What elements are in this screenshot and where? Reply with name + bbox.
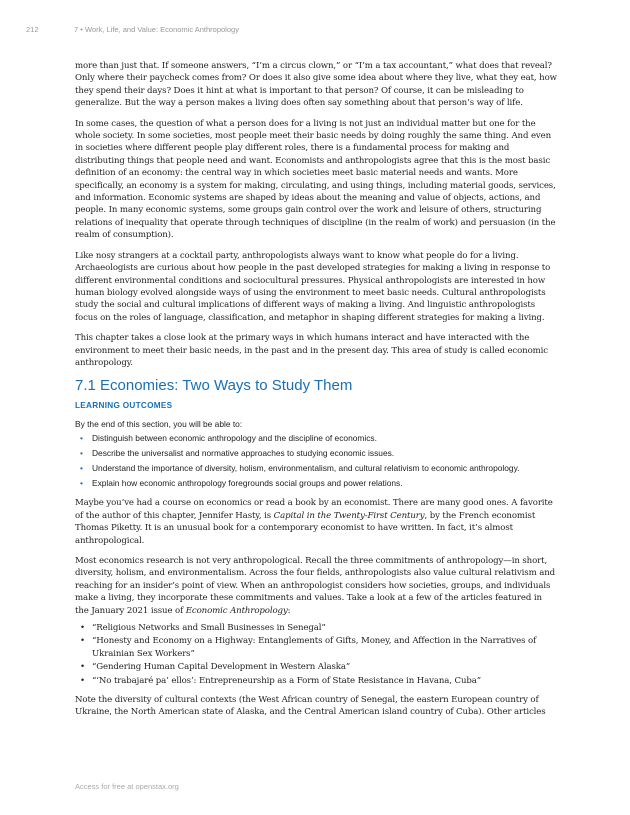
page-number: 212 bbox=[26, 25, 39, 34]
learning-outcomes-heading: LEARNING OUTCOMES bbox=[75, 401, 173, 411]
article-title: “Gendering Human Capital Development in Western Alaska” bbox=[92, 662, 351, 673]
bullet-icon: • bbox=[80, 623, 85, 633]
list-item bbox=[75, 477, 558, 489]
section-title: 7.1 Economies: Two Ways to Study Them bbox=[75, 377, 353, 395]
paragraph: In some cases, the question of what a person does for a living is not just an individual matter but one for the whole society. In some societies, most people meet their basic needs by doing roughly the same thing. And even in societies where different people play different roles, there is a fundamental process for making and distributing things that people need and want. Economists and anthropologists agree that this is the most basic definition of an economy: the central way in which societies meet basic material needs and wants. More specifically, an economy is a system for making, circulating, and using things, including material goods, services, and information. Economic systems are shaped by ideas about the meaning and value of objects, actions, and people. In many economic systems, some groups gain control over the work and leisure of others, structuring relations of inequality that operate through techniques of discipline (in the realm of work) and persuasion (in the realm of consumption). bbox=[75, 118, 556, 241]
journal-title: Economic Anthropology bbox=[185, 605, 288, 616]
chapter-title: 7 • Work, Life, and Value: Economic Anthropology bbox=[74, 25, 239, 34]
bullet-icon: • bbox=[80, 662, 85, 673]
paragraph-text: , by the French economist Thomas Piketty. It is an unusual book for a contemporary economist to have written. In fact, it’s almost anthropological. bbox=[75, 510, 536, 546]
list-item bbox=[75, 661, 558, 673]
bullet-icon: • bbox=[80, 478, 83, 489]
learning-outcomes-list bbox=[75, 432, 558, 489]
list-item bbox=[75, 675, 558, 687]
outcome-text: Explain how economic anthropology foregrounds social groups and power relations. bbox=[92, 478, 403, 489]
list-item bbox=[75, 432, 558, 444]
paragraph: Note the diversity of cultural contexts (the West African country of Senegal, the eastern European country of Ukraine, the North American state of Alaska, and the Central American island country of Cuba). Other articles bbox=[75, 695, 546, 718]
page-footer: Access for free at openstax.org bbox=[75, 782, 179, 791]
paragraph-text: Maybe you’ve had a course on economics or read a book by an economist. There are many good ones. A favorite of the author of this chapter, Jennifer Hasty, is bbox=[75, 498, 553, 521]
paragraph-text: : bbox=[287, 605, 291, 616]
paragraph bbox=[75, 555, 558, 617]
paragraph: Like nosy strangers at a cocktail party, anthropologists always want to know what people do for a living. Archaeologists are curious about how people in the past developed strategies for making a living in response to different environmental conditions and sociocultural pressures. Physical anthropologists are interested in how human biology evolved alongside ways of using the environment to meet basic needs. Cultural anthropologists study the social and cultural implications of different ways of making a living. And linguistic anthropologists focus on the roles of language, classification, and metaphor in shaping different strategies for making a living. bbox=[75, 250, 551, 323]
running-header bbox=[26, 25, 239, 34]
bullet-icon: • bbox=[80, 463, 83, 474]
paragraph: more than just that. If someone answers, “I’m a circus clown,” or “I’m a tax accountant,” what does that reveal? Only where their paycheck comes from? Or does it also give some idea about where they live, what they eat, how they spend their days? Does it hint at what is important to that person? Of course, it can be misleading to generalize. But the way a person makes a living does often say something about that person’s way of life. bbox=[75, 61, 557, 109]
bullet-icon: • bbox=[80, 675, 85, 686]
article-list bbox=[75, 622, 558, 687]
article-title: “‘No trabajaré pa’ ellos’: Entrepreneurship as a Form of State Resistance in Havana, Cuba” bbox=[92, 675, 482, 686]
bullet-icon: • bbox=[80, 636, 85, 647]
bullet-icon: • bbox=[80, 448, 83, 459]
bullet-icon: • bbox=[80, 433, 83, 444]
paragraph: This chapter takes a close look at the primary ways in which humans interact and have interacted with the environment to meet their basic needs, in the past and in the present day. This area of study is called economic anthropology. bbox=[75, 333, 548, 368]
list-item bbox=[75, 622, 558, 634]
article-title: “Honesty and Economy on a Highway: Entanglements of Gifts, Money, and Affection in the Narratives of Ukrainian Sex Workers” bbox=[92, 636, 537, 659]
outcome-text: Distinguish between economic anthropology and the discipline of economics. bbox=[92, 433, 377, 444]
page-content bbox=[75, 60, 558, 727]
book-title: Capital in the Twenty-First Century bbox=[273, 510, 425, 521]
learning-outcomes-intro: By the end of this section, you will be able to: bbox=[75, 419, 243, 430]
list-item bbox=[75, 635, 558, 660]
list-item bbox=[75, 462, 558, 474]
article-title: “Religious Networks and Small Businesses in Senegal” bbox=[92, 623, 326, 633]
outcome-text: Understand the importance of diversity, holism, environmentalism, and cultural relativism to economic anthropology. bbox=[92, 463, 520, 474]
paragraph-text: Most economics research is not very anthropological. Recall the three commitments of anthropology—in short, diversity, holism, and environmentalism. Across the four fields, anthropologists also value cultural relativism and reaching for an insider’s point of view. When an anthropologist considers how societies, groups, and individuals make a living, they incorporate these commitments and values. Take a look at a few of the articles featured in the January 2021 issue of bbox=[75, 555, 556, 616]
paragraph bbox=[75, 497, 558, 547]
outcome-text: Describe the universalist and normative approaches to studying economic issues. bbox=[92, 448, 395, 459]
list-item bbox=[75, 447, 558, 459]
